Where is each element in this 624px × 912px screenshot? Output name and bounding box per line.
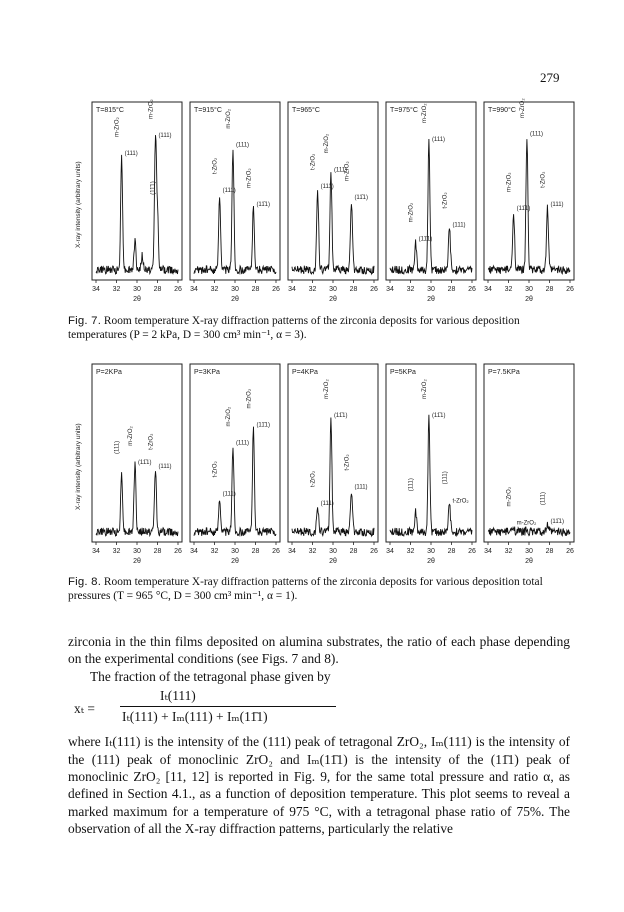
- fig8-tick-label: 32: [504, 548, 513, 555]
- fig8-peak-label: t-ZrO₂: [212, 461, 219, 478]
- paragraph-2: The fraction of the tetragonal phase given by: [90, 668, 331, 684]
- fig7-tick-label: 32: [504, 286, 513, 293]
- fig7-peak-label: t-ZrO₂: [310, 153, 317, 170]
- fig7-ylabel: X-ray intensity (arbitrary units): [75, 161, 82, 248]
- fig8-peak-label: (11̄1): [550, 519, 565, 526]
- fig8-peak-label: m-ZrO₂: [225, 406, 232, 427]
- equation-fraction-bar: [120, 706, 336, 707]
- fig7-tick-label: 26: [468, 286, 476, 293]
- fig7-tick-label: 34: [386, 286, 394, 293]
- fig8-tick-label: 28: [447, 548, 456, 555]
- fig7-peak-label: (11̄1): [256, 201, 271, 208]
- fig8-panel-title: P=2KPa: [96, 369, 122, 376]
- fig7-tick-label: 32: [112, 286, 121, 293]
- fig7-xlabel: 2θ: [525, 296, 533, 303]
- fig8-tick-label: 34: [484, 548, 492, 555]
- equation-lhs: xₜ =: [74, 701, 95, 717]
- equation: [68, 687, 570, 729]
- fig8-tick-label: 32: [112, 548, 121, 555]
- fig7-peak-label: t-ZrO₂: [442, 192, 449, 209]
- fig8-tick-label: 32: [308, 548, 317, 555]
- fig7-tick-label: 34: [484, 286, 492, 293]
- fig7-spectrum-line: [390, 139, 472, 274]
- fig8-tick-label: 34: [386, 548, 394, 555]
- fig8-peak-label: (111): [222, 491, 236, 498]
- figure-8-svg: [70, 360, 574, 574]
- fig8-tick-label: 28: [251, 548, 260, 555]
- fig8-xlabel: 2θ: [427, 558, 435, 565]
- fig8-peak-label: (11̄1): [333, 412, 348, 419]
- fig8-ylabel: X-ray intensity (arbitrary units): [75, 423, 82, 510]
- fig7-spectrum-line: [194, 150, 276, 274]
- fig7-panel-title: T=965°C: [292, 107, 320, 114]
- fig8-tick-label: 28: [153, 548, 162, 555]
- fig8-tick-label: 34: [288, 548, 296, 555]
- fig7-peak-label: m-ZrO₂: [114, 117, 121, 137]
- fig7-peak-label: (111): [235, 142, 250, 149]
- fig8-peak-label: (111): [408, 478, 415, 492]
- figure-8-caption: [68, 575, 568, 603]
- fig8-peak-label: t-ZrO₂: [310, 470, 317, 488]
- fig7-peak-label: m-ZrO₂: [519, 98, 526, 118]
- fig7-peak-label: (11̄1): [516, 206, 531, 213]
- fig8-peak-label: (11̄1): [137, 459, 152, 466]
- fig7-xlabel: 2θ: [427, 296, 435, 303]
- fig8-peak-label: t-ZrO₂: [452, 498, 469, 505]
- fig8-tick-label: 30: [231, 548, 239, 555]
- fig8-tick-label: 30: [525, 548, 533, 555]
- fig8-peak-label: (111): [354, 484, 368, 491]
- fig8-peak-label: m-ZrO₂: [246, 388, 253, 409]
- fig7-peak-label: m-ZrO₂: [421, 103, 428, 124]
- paragraph-1: zirconia in the thin films deposited on alumina substrates, the ratio of each phase depending on the experimental conditions (see Figs. 7 and 8).: [68, 634, 570, 667]
- fig7-tick-label: 30: [231, 286, 239, 293]
- fig7-tick-label: 34: [92, 286, 100, 293]
- fig8-tick-label: 28: [545, 548, 554, 555]
- fig8-peak-label: (111): [235, 440, 250, 447]
- fig8-panel-4: [386, 364, 476, 565]
- fig8-panel-title: P=5KPa: [390, 369, 416, 376]
- figure-8-caption-label: Fig. 8.: [68, 576, 102, 588]
- fig7-panel-frame: [92, 102, 182, 280]
- fig8-peak-label: (11̄1): [256, 422, 271, 429]
- fig8-spectrum-line: [96, 459, 178, 537]
- fig8-tick-label: 30: [427, 548, 435, 555]
- fig7-peak-label: m-ZrO₂: [225, 108, 232, 129]
- fig7-tick-label: 28: [545, 286, 554, 293]
- fig7-tick-label: 32: [406, 286, 415, 293]
- fig7-tick-label: 28: [349, 286, 358, 293]
- fig7-tick-label: 30: [329, 286, 337, 293]
- fig7-peak-label: (111): [222, 188, 236, 195]
- fig7-tick-label: 30: [427, 286, 435, 293]
- fig8-panel-frame: [484, 364, 574, 542]
- fig7-peak-label: (11̄1): [418, 236, 433, 243]
- fig8-panel-title: P=4KPa: [292, 369, 318, 376]
- page-number: 279: [540, 70, 560, 85]
- figure-7: [70, 98, 574, 312]
- fig7-tick-label: 28: [251, 286, 260, 293]
- fig7-tick-label: 34: [190, 286, 198, 293]
- fig7-xlabel: 2θ: [329, 296, 337, 303]
- fig7-tick-label: 26: [370, 286, 378, 293]
- fig8-peak-label: m-ZrO₂: [421, 379, 428, 399]
- fig8-xlabel: 2θ: [329, 558, 337, 565]
- fig7-peak-label: (111): [124, 150, 138, 157]
- equation-numerator: Iₜ(111): [160, 688, 196, 704]
- fig7-peak-label: m-ZrO₂: [408, 202, 415, 223]
- fig7-xlabel: 2θ: [133, 296, 141, 303]
- fig7-panel-3: [288, 102, 378, 303]
- fig7-panel-5: [484, 98, 574, 303]
- figure-7-svg: [70, 98, 574, 312]
- fig7-peak-label: (111): [452, 222, 466, 229]
- fig7-peak-label: (111): [158, 132, 172, 139]
- fig7-panel-2: [190, 102, 280, 303]
- fig8-panel-2: [190, 364, 280, 565]
- fig8-tick-label: 26: [272, 548, 280, 555]
- fig8-panel-3: [288, 364, 378, 565]
- fig7-tick-label: 28: [447, 286, 456, 293]
- fig8-tick-label: 34: [190, 548, 198, 555]
- fig7-panel-title: T=815°C: [96, 107, 124, 114]
- fig8-spectrum-line: [390, 412, 472, 536]
- fig8-peak-label: (111): [114, 440, 121, 455]
- fig8-tick-label: 28: [349, 548, 358, 555]
- fig8-tick-label: 32: [210, 548, 219, 555]
- fig7-peak-label: (111): [550, 201, 564, 208]
- fig8-panel-title: P=7.5KPa: [488, 369, 520, 376]
- fig8-tick-label: 34: [92, 548, 100, 555]
- fig8-tick-label: 26: [370, 548, 378, 555]
- figure-7-caption: [68, 314, 568, 342]
- fig8-peak-label: (11̄1): [431, 412, 446, 419]
- fig8-peak-label: t-ZrO₂: [148, 433, 155, 450]
- fig8-peak-label: t-ZrO₂: [344, 454, 351, 471]
- fig7-peak-label: (111): [333, 167, 348, 174]
- fig7-tick-label: 28: [153, 286, 162, 293]
- fig7-tick-label: 26: [272, 286, 280, 293]
- figure-8: [70, 360, 574, 574]
- fig7-tick-label: 32: [308, 286, 317, 293]
- body-text: [68, 633, 570, 838]
- fig7-peak-label: (111): [431, 137, 446, 144]
- fig8-spectrum-line: [292, 418, 374, 537]
- fig8-peak-label: (111): [540, 491, 547, 506]
- fig7-peak-label: (11̄1): [150, 181, 157, 195]
- paragraph-3: where Iₜ(111) is the intensity of the (111) peak of tetragonal ZrO₂, Iₘ(111) is the intensity of the (111) peak of monoclinic ZrO₂ and Iₘ(11̄1) is the intensity of the (11̄1) peak of monoclinic ZrO₂ [11, 12] is reported in Fig. 9, for the same total pressure and ratio α, as defined in Section 4.1., as a function of deposition temperature. This plot seems to reveal a marked maximum for a temperature of 975 °C, with a tetragonal phase ratio of 75%. The observation of all the X-ray diffraction patterns, particularly the relative: [68, 734, 570, 837]
- fig8-xlabel: 2θ: [231, 558, 239, 565]
- fig7-tick-label: 34: [288, 286, 296, 293]
- fig7-tick-label: 26: [174, 286, 182, 293]
- fig7-panel-title: T=915°C: [194, 107, 222, 114]
- fig7-panel-title: T=990°C: [488, 107, 516, 114]
- equation-denominator: Iₜ(111) + Iₘ(111) + Iₘ(11̄1): [122, 709, 268, 725]
- figure-7-caption-text: Room temperature X-ray diffraction patterns of the zirconia deposits for various deposition temperatures (P = 2 kPa, D = 300 cm³ min⁻¹, α = 3).: [68, 315, 520, 341]
- fig8-peak-label: (111): [158, 463, 172, 470]
- fig7-tick-label: 30: [525, 286, 533, 293]
- fig7-peak-label: (111): [320, 183, 334, 190]
- fig8-xlabel: 2θ: [133, 558, 141, 565]
- fig8-panel-title: P=3KPa: [194, 369, 220, 376]
- fig7-peak-label: t-ZrO₂: [212, 157, 219, 175]
- fig7-peak-label: (111): [529, 131, 544, 138]
- figure-8-caption-text: Room temperature X-ray diffraction patterns of the zirconia deposits for various deposition total pressures (T = 965 °C, D = 300 cm³ min⁻¹, α = 1).: [68, 576, 543, 602]
- fig7-peak-label: (11̄1): [354, 195, 369, 201]
- fig7-tick-label: 26: [566, 286, 574, 293]
- fig7-tick-label: 30: [133, 286, 141, 293]
- fig8-peak-label: m-ZrO₂: [323, 379, 330, 399]
- fig8-panel-1: [92, 364, 182, 565]
- fig8-peak-label: (111): [442, 471, 449, 485]
- fig8-tick-label: 30: [329, 548, 337, 555]
- fig8-peak-label: (111): [320, 501, 334, 508]
- fig8-tick-label: 26: [468, 548, 476, 555]
- fig7-panel-title: T=975°C: [390, 107, 418, 114]
- fig7-peak-label: m-ZrO₂: [148, 99, 155, 119]
- fig8-peak-label: m-ZrO₂: [516, 520, 537, 527]
- fig8-peak-label: m-ZrO₂: [506, 486, 513, 507]
- fig7-peak-label: m-ZrO₂: [246, 168, 253, 188]
- fig7-panel-4: [386, 102, 476, 303]
- fig7-peak-label: m-ZrO₂: [344, 161, 351, 181]
- fig7-peak-label: t-ZrO₂: [540, 171, 547, 188]
- fig7-tick-label: 32: [210, 286, 219, 293]
- fig8-xlabel: 2θ: [525, 558, 533, 565]
- fig8-tick-label: 32: [406, 548, 415, 555]
- fig7-peak-label: m-ZrO₂: [323, 133, 330, 154]
- fig8-tick-label: 30: [133, 548, 141, 555]
- fig8-panel-frame: [92, 364, 182, 542]
- fig7-xlabel: 2θ: [231, 296, 239, 303]
- figure-7-caption-label: Fig. 7.: [68, 315, 102, 327]
- fig7-panel-1: [92, 99, 182, 303]
- fig8-peak-label: m-ZrO₂: [127, 426, 134, 446]
- fig8-panel-5: [484, 364, 574, 565]
- fig8-tick-label: 26: [174, 548, 182, 555]
- fig7-peak-label: m-ZrO₂: [506, 172, 513, 193]
- fig8-tick-label: 26: [566, 548, 574, 555]
